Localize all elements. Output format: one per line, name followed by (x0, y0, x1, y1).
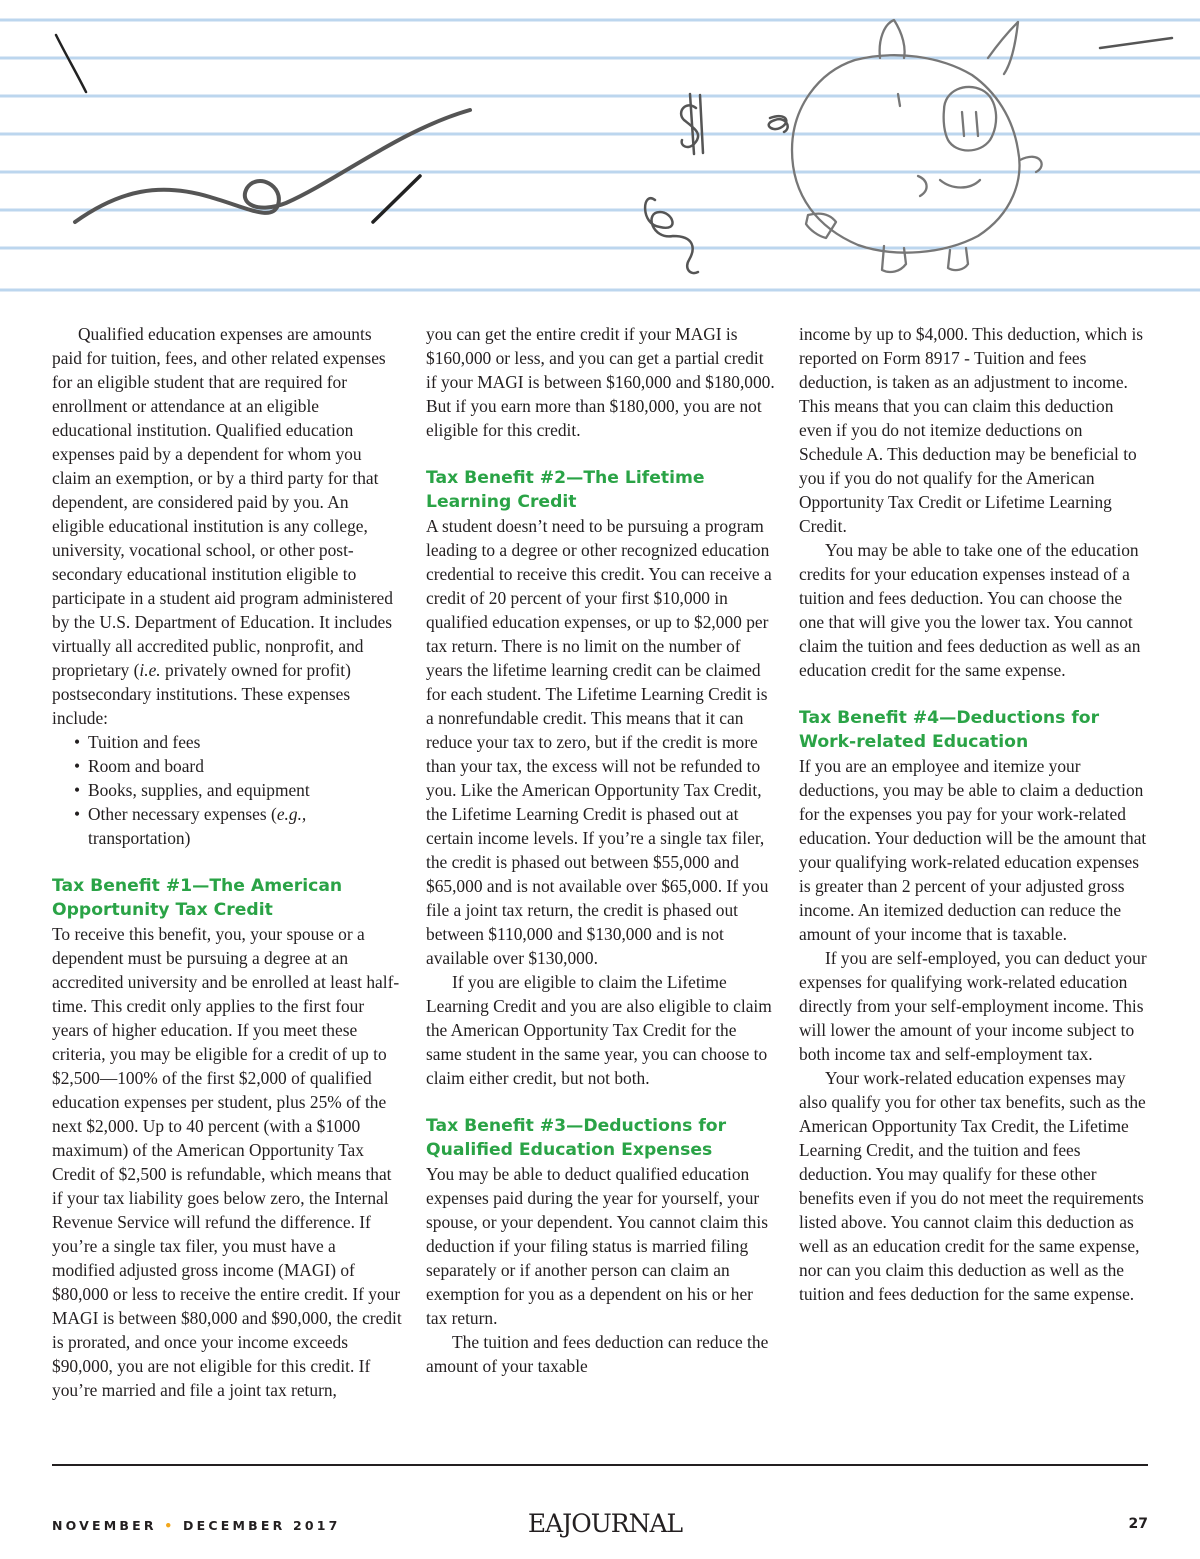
heading-tax-benefit-2: Tax Benefit #2—The Lifetime Learning Credit (426, 468, 705, 512)
heading-tax-benefit-1: Tax Benefit #1—The American Opportunity Tax Credit (52, 876, 343, 920)
paragraph: You may be able to take one of the education credits for your education expenses instead of a tuition and fees deduction. You can choose the one that will give you the lower tax. You cannot claim the tuition and fees deduction as well as an education credit for the same expense. (799, 540, 1141, 680)
expense-list (52, 730, 402, 850)
paragraph: If you are self-employed, you can deduct your expenses for qualifying work-related education directly from your self-employment income. This will lower the amount of your income subject to both income tax and self-employment tax. (799, 948, 1147, 1064)
paragraph: If you are an employee and itemize your deductions, you may be able to claim a deduction for the expenses you pay for your work-related education. Your deduction will be the amount that your qualifying work-related education expenses is greater than 2 percent of your adjusted gross income. An itemized deduction can reduce the amount of your income that is taxable. (799, 756, 1147, 944)
heading-tax-benefit-4: Tax Benefit #4—Deductions for Work-related Education (799, 708, 1100, 752)
page-number: 27 (1128, 1516, 1148, 1532)
paragraph: You may be able to deduct qualified education expenses paid during the year for yourself, your spouse, or your dependent. You cannot claim this deduction if your filing status is married filing separately or if another person can claim an exemption for you as a dependent on his or her tax return. (426, 1164, 768, 1328)
intro-paragraph: Qualified education expenses are amounts paid for tuition, fees, and other related expenses for an eligible student that are required for enrollment or attendance at an eligible educational institution. Qualified education expenses paid by a dependent for whom you claim an exemption, or by a third party for that dependent, are considered paid by you. An eligible educational institution is any college, university, vocational school, or other post-secondary educational institution eligible to participate in a student aid program administered by the U.S. Department of Education. It includes virtually all accredited public, nonprofit, and proprietary (i.e. privately owned for profit) postsecondary institutions. These expenses include: (52, 324, 393, 728)
column-1 (52, 322, 402, 1402)
issue-date: NOVEMBER • DECEMBER 2017 (52, 1518, 341, 1533)
paragraph: Your work-related education expenses may also qualify you for other tax benefits, such as the American Opportunity Tax Credit, the Lifetime Learning Credit, and the tuition and fees deduction. You may qualify for these other benefits even if you do not meet the requirements listed above. You cannot claim this deduction as well as an education credit for the same expense, nor can you claim this deduction as well as the tuition and fees deduction for the same expense. (799, 1068, 1146, 1304)
list-item: • Room and board (74, 754, 402, 778)
journal-logo: EAJOURNAL (527, 1509, 683, 1538)
notebook-illustration (0, 0, 1200, 305)
pencil-stroke (56, 35, 86, 92)
paragraph: A student doesn’t need to be pursuing a program leading to a degree or other recognized education credential to receive this credit. You can receive a credit of 20 percent of your first $10,000 in qualified education expenses, or up to $2,000 per tax return. There is no limit on the number of years the lifetime learning credit can be claimed for each student. The Lifetime Learning Credit is a nonrefundable credit. This means that it can reduce your tax to zero, but if the credit is more than your tax, the excess will not be refunded to you. Like the American Opportunity Tax Credit, the Lifetime Learning Credit is phased out at certain income levels. If you’re a single tax filer, the credit is phased out between $55,000 and $65,000 and is not available over $65,000. If you file a joint tax return, the credit is phased out between $110,000 and $130,000 and is not available over $130,000. (426, 516, 772, 968)
paragraph: The tuition and fees deduction can reduce the amount of your taxable (426, 1332, 769, 1376)
list-item: • Books, supplies, and equipment (74, 778, 402, 802)
paragraph: To receive this benefit, you, your spouse or a dependent must be pursuing a degree at an accredited university and be enrolled at least half-time. This credit only applies to the first four years of higher education. If you meet these criteria, you may be eligible for a credit of up to $2,500—100% of the first $2,000 of qualified education expenses per student, plus 25% of the next $2,000. Up to 40 percent (with a $1000 maximum) of the American Opportunity Tax Credit of $2,500 is refundable, which means that if your tax liability goes below zero, the Internal Revenue Service will refund the difference. If you’re a single tax filer, you must have a modified adjusted gross income (MAGI) of $80,000 or less to receive the entire credit. If your MAGI is between $80,000 and $90,000, the credit is prorated, and once your income exceeds $90,000, you are not eligible for this credit. If you’re married and file a joint tax return, (52, 924, 402, 1400)
paragraph: If you are eligible to claim the Lifetime Learning Credit and you are also eligible to claim the American Opportunity Tax Credit for the same student in the same year, you can choose to claim either credit, but not both. (426, 972, 772, 1088)
list-item: • Other necessary expenses (e.g., transportation) (74, 802, 402, 850)
list-item: • Tuition and fees (74, 730, 402, 754)
swirl-doodle (75, 110, 470, 222)
dash-mark-top (1100, 38, 1172, 48)
paragraph: you can get the entire credit if your MAGI is $160,000 or less, and you can get a partial credit if your MAGI is between $160,000 and $180,000. But if you earn more than $180,000, you are not eligible for this credit. (426, 324, 775, 440)
footer-rule (52, 1464, 1148, 1466)
column-2 (426, 322, 776, 1378)
dash-mark (373, 176, 420, 222)
column-3 (799, 322, 1149, 1306)
heading-tax-benefit-3: Tax Benefit #3—Deductions for Qualified Education Expenses (426, 1116, 727, 1160)
paragraph: income by up to $4,000. This deduction, which is reported on Form 8917 - Tuition and fees deduction, is taken as an adjustment to income. This means that you can claim this deduction even if you do not itemize deductions on Schedule A. This deduction may be beneficial to you if you do not qualify for the American Opportunity Tax Credit or Lifetime Learning Credit. (799, 324, 1144, 536)
flying-dollar-icon (645, 94, 788, 273)
